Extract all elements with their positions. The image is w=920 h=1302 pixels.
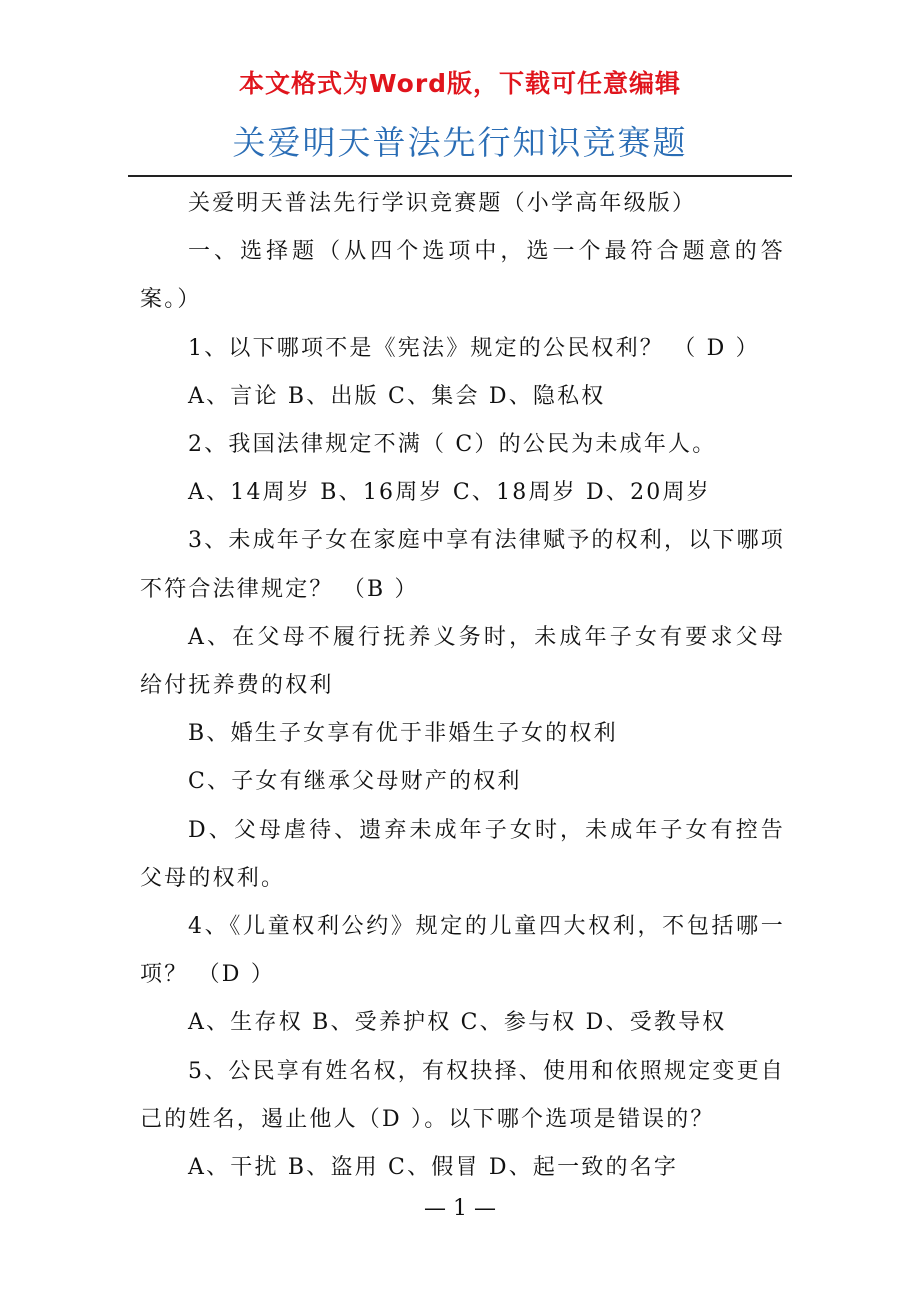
question-5: 5、公民享有姓名权，有权抉择、使用和依照规定变更自己的姓名，遏止他人（D ）。以下哪个选项是错误的？ — [140, 1058, 785, 1132]
question-3-option-c: C、子女有继承父母财产的权利 — [188, 769, 522, 795]
question-2-options: A、14周岁 B、16周岁 C、18周岁 D、20周岁 — [188, 480, 711, 506]
page-number: — 1 — — [424, 1196, 496, 1221]
subtitle-paragraph: 关爱明天普法先行学识竞赛题（小学高年级版） — [188, 191, 697, 216]
question-3-option-a: A、在父母不履行抚养义务时，未成年子女有要求父母给付抚养费的权利 — [140, 624, 785, 699]
document-body — [140, 180, 785, 1192]
question-5-options: A、干扰 B、盗用 C、假冒 D、起一致的名字 — [188, 1155, 679, 1181]
question-2: 2、我国法律规定不满（ C）的公民为未成年人。 — [188, 432, 717, 458]
question-1-options: A、言论 B、出版 C、集会 D、隐私权 — [188, 383, 606, 409]
question-3: 3、未成年子女在家庭中享有法律赋予的权利，以下哪项不符合法律规定？ （B ） — [140, 528, 785, 602]
question-1: 1、以下哪项不是《宪法》规定的公民权利？ （ D ） — [188, 335, 760, 361]
section-heading: 一、选择题（从四个选项中，选一个最符合题意的答案。） — [140, 239, 785, 313]
question-3-option-b: B、婚生子女享有优于非婚生子女的权利 — [188, 721, 618, 747]
format-notice-banner: 本文格式为Word版，下载可任意编辑 — [238, 69, 682, 98]
title-divider — [128, 175, 792, 177]
question-4: 4、《儿童权利公约》规定的儿童四大权利，不包括哪一项？ （D ） — [140, 914, 785, 988]
document-title: 关爱明天普法先行知识竞赛题 — [232, 123, 688, 162]
question-3-option-d: D、父母虐待、遗弃未成年子女时，未成年子女有控告父母的权利。 — [140, 817, 785, 891]
question-4-options: A、生存权 B、受养护权 C、参与权 D、受教导权 — [188, 1010, 727, 1036]
